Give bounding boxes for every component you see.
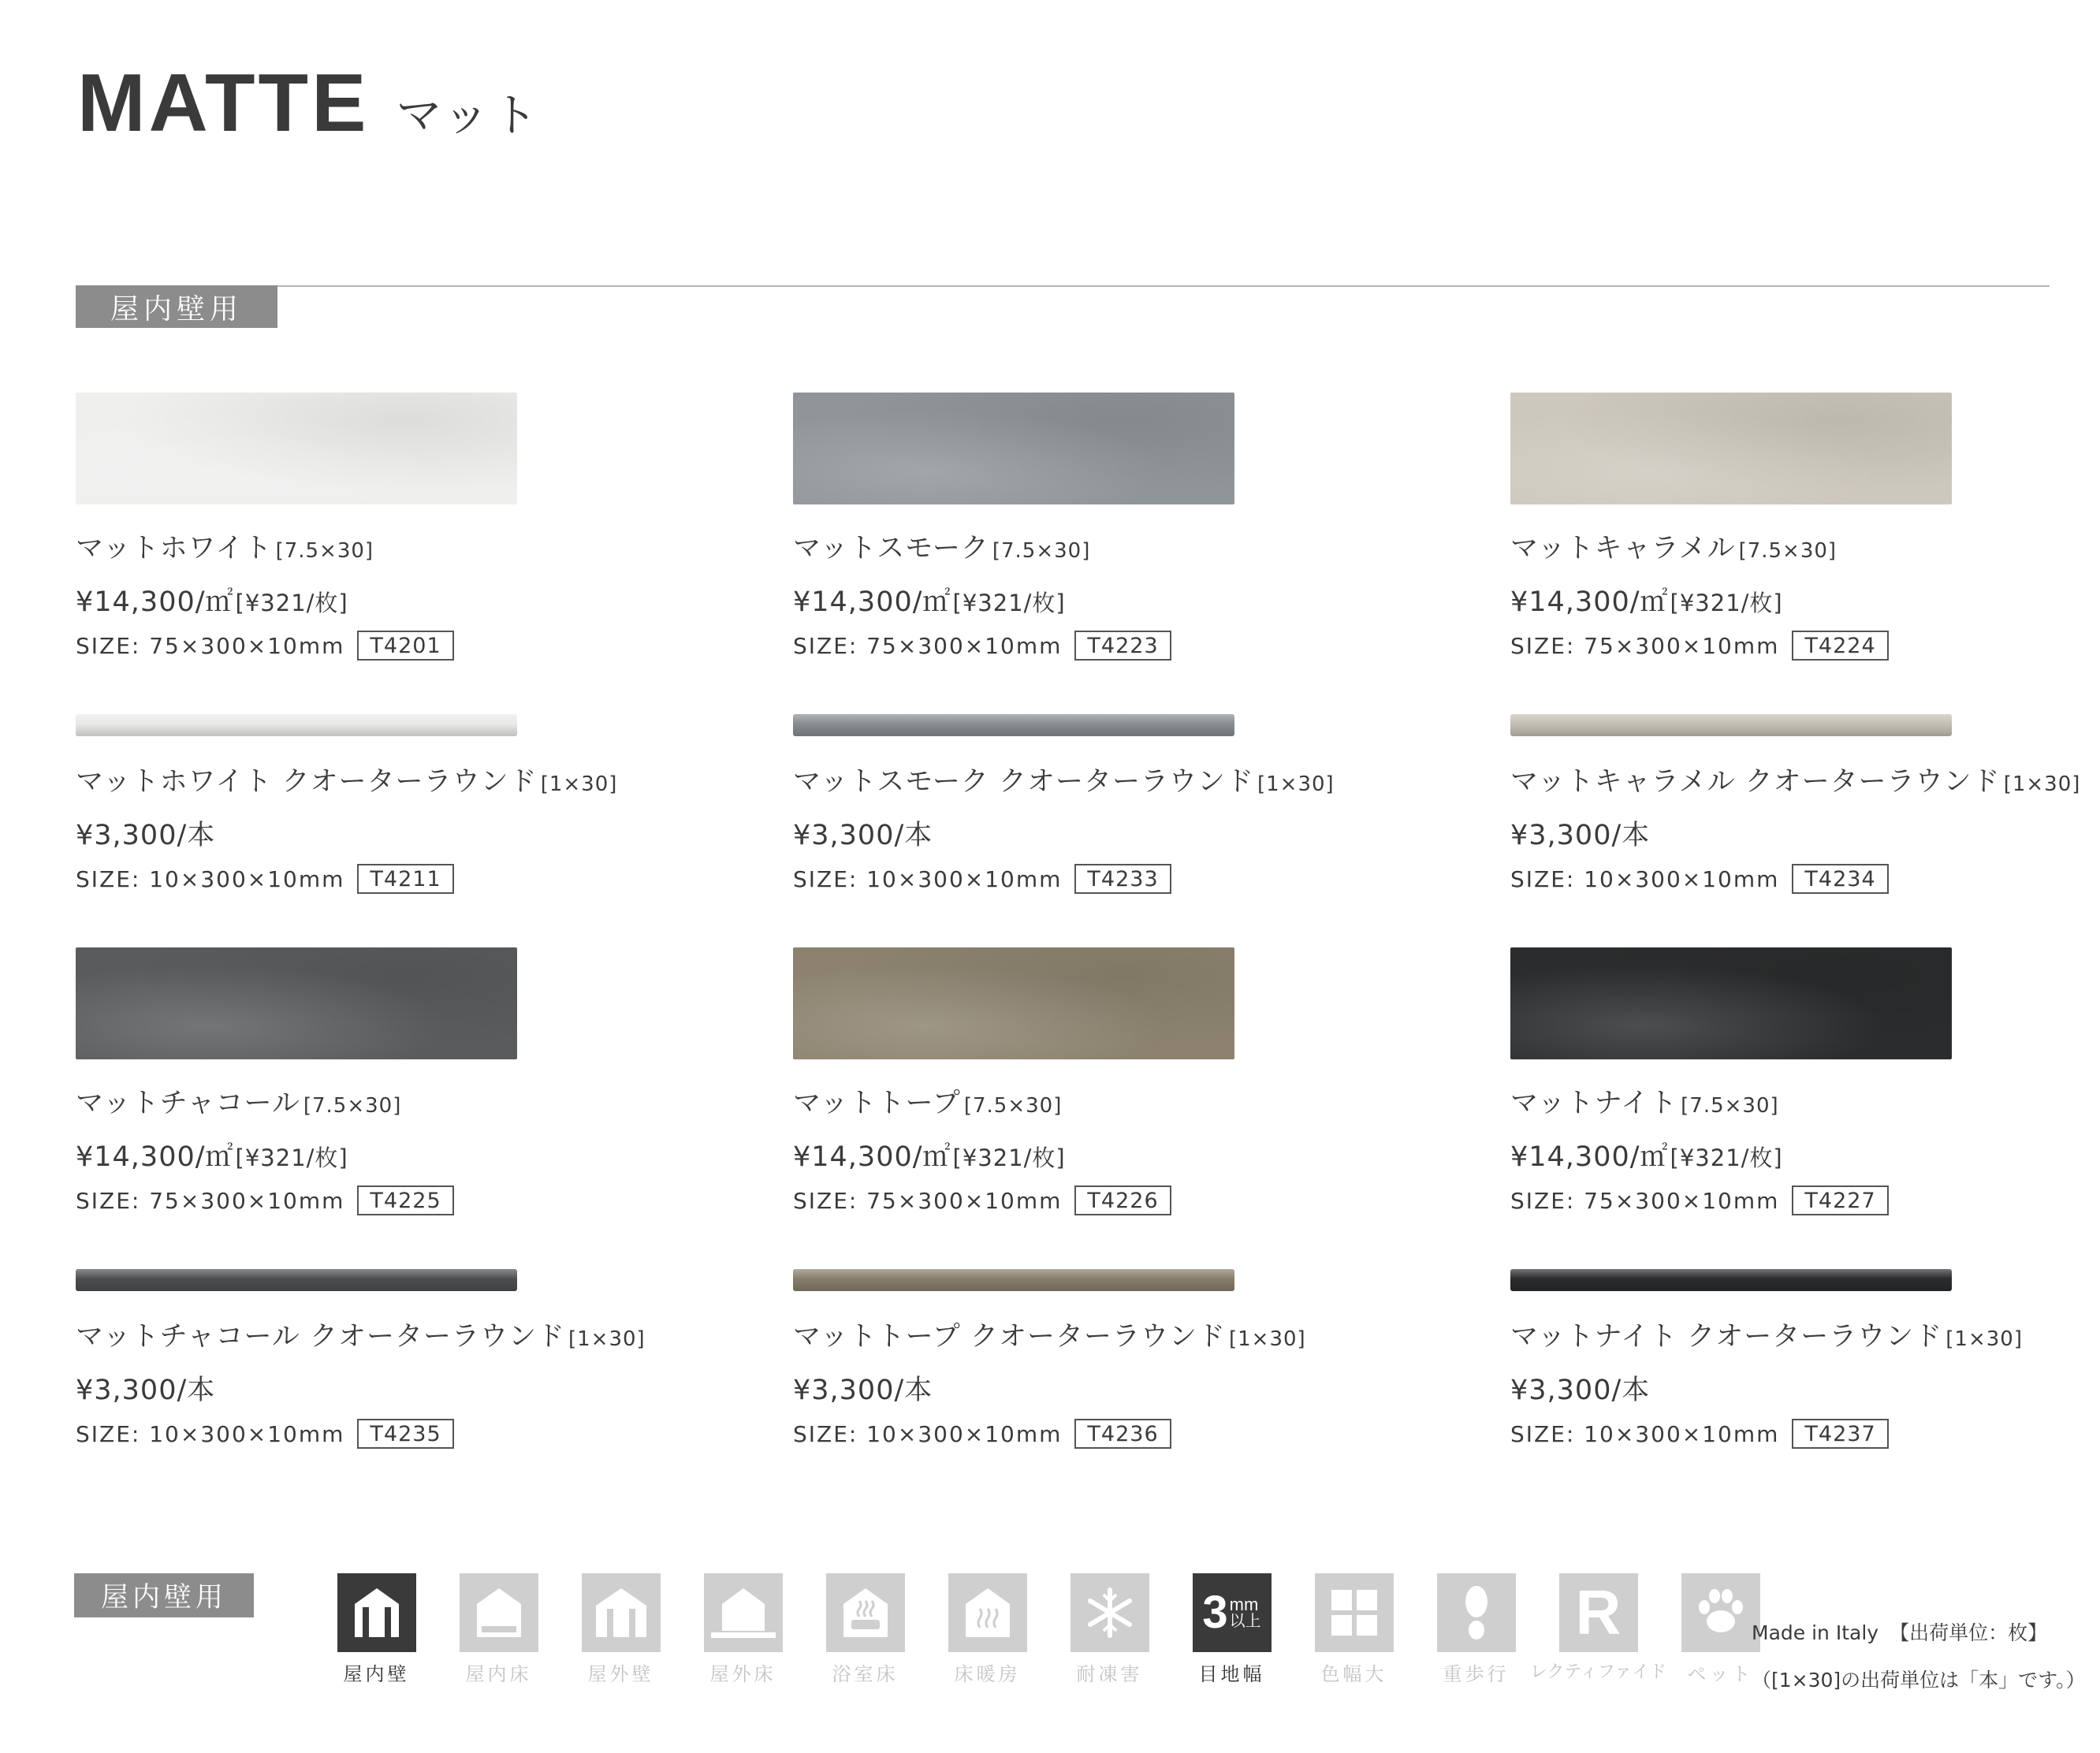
product-card — [76, 393, 627, 661]
usage-label: 屋外床 — [709, 1663, 776, 1685]
product-size — [1510, 631, 2062, 661]
joint-width-number: 3 — [1202, 1587, 1228, 1638]
product-price — [76, 813, 627, 853]
price-per-piece: [¥321/枚] — [952, 1144, 1066, 1171]
usage-item — [1415, 1573, 1537, 1686]
product-size — [793, 1419, 1345, 1449]
product-dimension: [1×30] — [540, 772, 618, 796]
title-main: MATTE — [77, 58, 370, 149]
product-name-text: マットスモーク — [793, 533, 989, 564]
product-dimension: [1×30] — [1228, 1327, 1306, 1351]
origin-note: Made in Italy — [1752, 1621, 1879, 1644]
size-text: SIZE: 10×300×10mm — [1510, 1420, 1780, 1447]
product-size — [76, 864, 627, 894]
usage-label: ペット — [1687, 1663, 1754, 1685]
product-name — [793, 527, 1345, 566]
usage-label: レクティファイド — [1529, 1662, 1667, 1682]
product-dimension: [1×30] — [1945, 1327, 2023, 1351]
product-card — [76, 947, 627, 1215]
house-floor-icon — [460, 1573, 538, 1652]
product-code: T4237 — [1792, 1419, 1888, 1449]
product-code: T4224 — [1792, 631, 1888, 661]
tile-swatch — [793, 947, 1234, 1059]
product-price — [793, 580, 1345, 620]
product-name — [76, 1315, 646, 1354]
usage-item — [315, 1573, 438, 1686]
tile-swatch — [793, 393, 1234, 504]
product-card — [793, 947, 1345, 1215]
price-value: ¥3,300/本 — [1510, 820, 1651, 851]
product-card — [793, 393, 1345, 661]
product-size — [793, 631, 1345, 661]
price-value: ¥3,300/本 — [76, 820, 216, 851]
product-card — [1510, 714, 2081, 894]
price-value: ¥14,300/㎡ — [1510, 1141, 1669, 1173]
product-size — [793, 864, 1345, 894]
usage-item — [1171, 1573, 1293, 1686]
rectified-icon — [1559, 1573, 1638, 1652]
usage-item — [682, 1573, 804, 1686]
usage-item — [1529, 1573, 1667, 1686]
product-card — [1510, 393, 2062, 661]
product-code: T4235 — [357, 1419, 453, 1449]
product-name-text: マットナイト クオーターラウンド — [1510, 1321, 1943, 1353]
size-text: SIZE: 10×300×10mm — [76, 865, 345, 892]
price-value: ¥14,300/㎡ — [76, 1141, 234, 1173]
product-name — [1510, 1081, 2062, 1121]
product-name — [76, 1081, 627, 1121]
product-name — [76, 527, 627, 566]
price-value: ¥14,300/㎡ — [793, 1141, 951, 1173]
usage-label: 耐凍害 — [1076, 1663, 1143, 1685]
tile-swatch — [793, 1269, 1234, 1291]
product-dimension: [7.5×30] — [992, 539, 1091, 563]
size-text: SIZE: 75×300×10mm — [76, 1187, 345, 1214]
product-name-text: マットキャラメル クオーターラウンド — [1510, 766, 2001, 798]
price-value: ¥3,300/本 — [793, 1375, 933, 1406]
product-dimension: [1×30] — [1257, 772, 1335, 796]
price-value: ¥3,300/本 — [76, 1375, 216, 1406]
product-code: T4236 — [1074, 1419, 1171, 1449]
product-dimension: [1×30] — [2003, 772, 2081, 796]
product-card — [1510, 1269, 2062, 1449]
product-name-text: マットチャコール — [76, 1088, 300, 1119]
price-value: ¥14,300/㎡ — [793, 586, 951, 618]
price-per-piece: [¥321/枚] — [952, 590, 1066, 616]
tile-row — [76, 947, 2062, 1269]
product-name-text: マットナイト — [1510, 1088, 1678, 1119]
product-price — [1510, 580, 2062, 620]
trim-row — [76, 714, 2081, 947]
tile-swatch — [1510, 1269, 1952, 1291]
size-text: SIZE: 10×300×10mm — [793, 1420, 1063, 1447]
product-name — [1510, 760, 2081, 799]
product-code: T4226 — [1074, 1185, 1171, 1215]
tile-swatch — [1510, 714, 1952, 736]
outdoor-wall-icon — [582, 1573, 661, 1652]
price-value: ¥3,300/本 — [793, 820, 933, 851]
product-name-text: マットトープ クオーターラウンド — [793, 1321, 1226, 1353]
product-name-text: マットチャコール クオーターラウンド — [76, 1321, 565, 1353]
shipping-notes — [1752, 1617, 2086, 1693]
product-name-text: マットホワイト クオーターラウンド — [76, 766, 538, 798]
size-text: SIZE: 75×300×10mm — [1510, 632, 1780, 659]
product-name-text: マットスモーク クオーターラウンド — [793, 766, 1254, 798]
usage-item — [560, 1573, 682, 1686]
product-price — [1510, 1135, 2062, 1174]
trim-row — [76, 1269, 2062, 1502]
product-dimension: [7.5×30] — [1738, 539, 1838, 563]
usage-label: 目地幅 — [1198, 1663, 1265, 1685]
usage-label: 浴室床 — [832, 1663, 899, 1685]
product-dimension: [7.5×30] — [1681, 1094, 1779, 1118]
usage-item — [1293, 1573, 1415, 1686]
product-size — [76, 631, 627, 661]
product-name — [793, 1081, 1345, 1121]
product-size — [1510, 864, 2062, 894]
unit-note: 【出荷単位：枚】 — [1890, 1621, 2048, 1644]
product-size — [76, 1419, 627, 1449]
product-name-text: マットキャラメル — [1510, 533, 1736, 564]
product-card — [793, 1269, 1345, 1449]
product-price — [76, 580, 627, 620]
joint-width-unit: mm — [1229, 1594, 1259, 1614]
product-name — [76, 760, 627, 799]
title-sub: マット — [396, 88, 542, 142]
usage-item — [804, 1573, 926, 1686]
usage-icons — [315, 1573, 1782, 1686]
product-size — [76, 1185, 627, 1215]
size-text: SIZE: 10×300×10mm — [76, 1420, 345, 1447]
price-per-piece: [¥321/枚] — [1670, 590, 1783, 616]
product-card — [1510, 947, 2062, 1215]
section-divider — [76, 285, 2050, 287]
product-card — [793, 714, 1345, 894]
usage-item — [926, 1573, 1048, 1686]
tile-swatch — [1510, 947, 1952, 1059]
joint-width-sub: 以上 — [1229, 1613, 1261, 1631]
usage-label: 屋内床 — [465, 1663, 532, 1685]
tile-swatch — [76, 393, 517, 504]
product-price — [793, 1368, 1345, 1408]
product-price — [1510, 813, 2062, 853]
tile-swatch — [1510, 393, 1952, 504]
price-value: ¥14,300/㎡ — [1510, 586, 1669, 618]
tile-row — [76, 393, 2062, 714]
tile-swatch — [76, 714, 517, 736]
price-per-piece: [¥321/枚] — [1670, 1144, 1783, 1171]
trim-unit-note: （[1×30]の出荷単位は「本」です。） — [1752, 1669, 2086, 1692]
product-name-text: マットトープ — [793, 1088, 961, 1119]
product-price — [1510, 1368, 2062, 1408]
price-per-piece: [¥321/枚] — [235, 1144, 348, 1171]
floor-heating-icon — [948, 1573, 1027, 1652]
product-size — [793, 1185, 1345, 1215]
product-card — [76, 1269, 646, 1449]
size-text: SIZE: 75×300×10mm — [76, 632, 345, 659]
product-price — [793, 1135, 1345, 1174]
house-wall-icon — [337, 1573, 416, 1652]
usage-item — [438, 1573, 560, 1686]
product-card — [76, 714, 627, 894]
size-text: SIZE: 75×300×10mm — [1510, 1187, 1780, 1214]
tile-swatch — [76, 947, 517, 1059]
size-text: SIZE: 75×300×10mm — [793, 632, 1063, 659]
usage-label: 重歩行 — [1443, 1663, 1510, 1685]
page-title — [77, 57, 541, 151]
product-code: T4201 — [357, 631, 453, 661]
product-name-text: マットホワイト — [76, 533, 273, 564]
color-variation-icon — [1315, 1573, 1394, 1652]
product-code: T4211 — [357, 864, 453, 894]
outdoor-floor-icon — [704, 1573, 783, 1652]
product-price — [76, 1135, 627, 1174]
product-size — [1510, 1185, 2062, 1215]
tile-swatch — [793, 714, 1234, 736]
size-text: SIZE: 10×300×10mm — [1510, 865, 1780, 892]
price-value: ¥3,300/本 — [1510, 1375, 1651, 1406]
product-name — [1510, 527, 2062, 566]
paw-icon — [1681, 1573, 1760, 1652]
tile-swatch — [76, 1269, 517, 1291]
bath-floor-icon — [826, 1573, 905, 1652]
product-size — [1510, 1419, 2062, 1449]
price-value: ¥14,300/㎡ — [76, 586, 234, 618]
section-tag: 屋内壁用 — [76, 285, 277, 328]
usage-tag: 屋内壁用 — [74, 1573, 254, 1617]
price-per-piece: [¥321/枚] — [235, 590, 348, 616]
product-code: T4227 — [1792, 1185, 1888, 1215]
product-name — [793, 1315, 1345, 1354]
footprint-icon — [1437, 1573, 1516, 1652]
usage-label: 色幅大 — [1320, 1663, 1387, 1685]
size-text: SIZE: 10×300×10mm — [793, 865, 1063, 892]
product-name — [1510, 1315, 2062, 1354]
product-price — [76, 1368, 627, 1408]
rectified-glyph: R — [1575, 1577, 1622, 1647]
product-price — [793, 813, 1345, 853]
product-dimension: [7.5×30] — [275, 539, 374, 563]
product-dimension: [7.5×30] — [963, 1094, 1063, 1118]
joint-width-icon — [1193, 1573, 1272, 1652]
product-grid — [76, 393, 2081, 1502]
product-name — [793, 760, 1345, 799]
usage-label: 屋内壁 — [343, 1663, 410, 1685]
usage-label: 屋外壁 — [587, 1663, 654, 1685]
usage-item — [1048, 1573, 1171, 1686]
product-code: T4233 — [1074, 864, 1171, 894]
product-dimension: [1×30] — [568, 1327, 646, 1351]
product-code: T4234 — [1792, 864, 1888, 894]
usage-label: 床暖房 — [954, 1663, 1021, 1685]
product-dimension: [7.5×30] — [303, 1094, 402, 1118]
snowflake-icon — [1070, 1573, 1149, 1652]
product-code: T4225 — [357, 1185, 453, 1215]
size-text: SIZE: 75×300×10mm — [793, 1187, 1063, 1214]
product-code: T4223 — [1074, 631, 1171, 661]
